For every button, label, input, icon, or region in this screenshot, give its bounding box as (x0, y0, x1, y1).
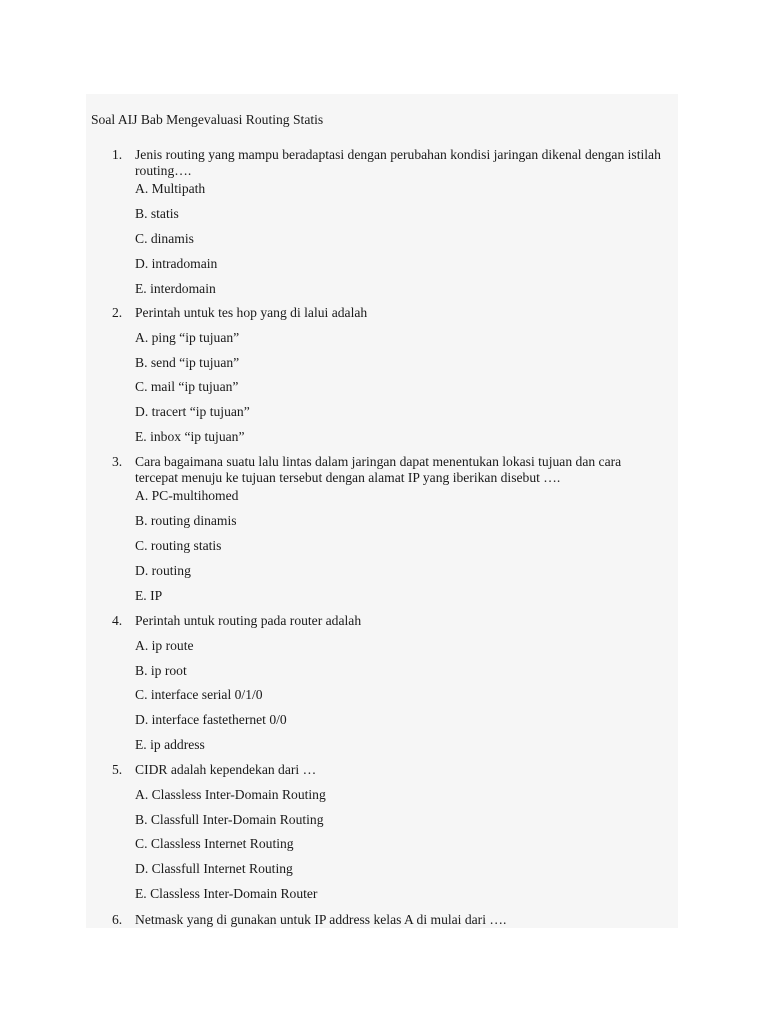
option-a: A. Classless Inter-Domain Routing (135, 787, 326, 802)
option-d: D. routing (135, 563, 191, 578)
option-d: D. intradomain (135, 256, 218, 271)
option-e: E. Classless Inter-Domain Router (135, 886, 318, 901)
option-b: B. statis (135, 206, 179, 221)
option-c: C. routing statis (135, 538, 222, 553)
option-c: C. dinamis (135, 231, 194, 246)
option-e: E. interdomain (135, 281, 216, 296)
option-a: A. Multipath (135, 181, 206, 196)
question-number: 5. (112, 762, 123, 777)
question-text: Jenis routing yang mampu beradaptasi dengan perubahan kondisi jaringan dikenal dengan istilah routing…. (135, 147, 661, 178)
option-b: B. routing dinamis (135, 513, 237, 528)
question-text: Perintah untuk tes hop yang di lalui adalah (135, 305, 368, 320)
question-text: Cara bagaimana suatu lalu lintas dalam jaringan dapat menentukan lokasi tujuan dan cara tercepat menuju ke tujuan tersebut dengan alamat IP yang iberikan disebut …. (135, 454, 622, 485)
question-number: 4. (112, 613, 123, 628)
option-a: A. PC-multihomed (135, 488, 239, 503)
option-a: A. ping “ip tujuan” (135, 330, 240, 345)
option-d: D. interface fastethernet 0/0 (135, 712, 287, 727)
option-e: E. inbox “ip tujuan” (135, 429, 245, 444)
option-d: D. tracert “ip tujuan” (135, 404, 250, 419)
document-page (86, 94, 678, 928)
document-title: Soal AIJ Bab Mengevaluasi Routing Statis (91, 112, 324, 127)
option-c: C. Classless Internet Routing (135, 836, 294, 851)
question-number: 2. (112, 305, 123, 320)
question-text: CIDR adalah kependekan dari … (135, 762, 317, 777)
option-e: E. IP (135, 588, 163, 603)
question-text: Perintah untuk routing pada router adalah (135, 613, 362, 628)
question-number: 3. (112, 454, 123, 469)
option-c: C. interface serial 0/1/0 (135, 687, 263, 702)
question-number: 6. (112, 912, 123, 927)
option-b: B. Classfull Inter-Domain Routing (135, 812, 324, 827)
option-b: B. ip root (135, 663, 187, 678)
question-number: 1. (112, 147, 123, 162)
question-text: Netmask yang di gunakan untuk IP address kelas A di mulai dari …. (135, 912, 507, 927)
option-d: D. Classfull Internet Routing (135, 861, 293, 876)
option-b: B. send “ip tujuan” (135, 355, 240, 370)
option-c: C. mail “ip tujuan” (135, 379, 239, 394)
option-a: A. ip route (135, 638, 194, 653)
option-e: E. ip address (135, 737, 205, 752)
